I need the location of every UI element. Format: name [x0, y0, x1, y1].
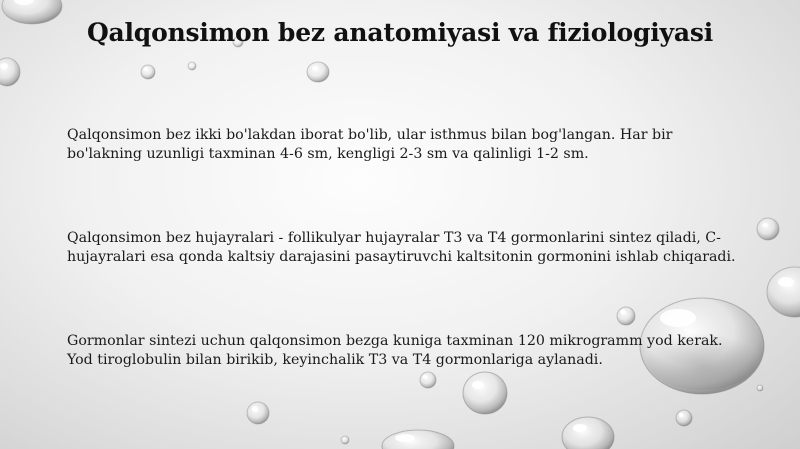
- paragraph-cells: Qalqonsimon bez hujayralari - follikulyar hujayralar T3 va T4 gormonlarini sintez qiladi, C-hujayralari esa qonda kaltsiy darajasini pasaytiruvchi kaltsitonin gormonini ishlab chiqaradi.: [67, 230, 736, 265]
- slide-title: Qalqonsimon bez anatomiyasi va fiziologiyasi: [86, 18, 714, 47]
- droplet: [382, 430, 454, 449]
- droplet: [767, 267, 800, 317]
- droplet: [463, 372, 507, 414]
- droplet: [617, 307, 635, 325]
- droplet: [0, 58, 20, 86]
- paragraph-anatomy: Qalqonsimon bez ikki bo'lakdan iborat bo'lib, ular isthmus bilan bog'langan. Har bir bo'lakning uzunligi taxminan 4-6 sm, kengligi 2-3 sm va qalinligi 1-2 sm.: [67, 127, 673, 162]
- droplet: [141, 65, 155, 79]
- droplet: [562, 417, 614, 449]
- droplet: [676, 410, 692, 426]
- droplet: [188, 62, 196, 70]
- droplet: [247, 402, 269, 424]
- droplet: [307, 62, 329, 82]
- droplet: [420, 372, 436, 388]
- droplet: [757, 385, 763, 391]
- paragraph-hormone-synthesis: Gormonlar sintezi uchun qalqonsimon bezga kuniga taxminan 120 mikrogramm yod kerak. Yod tiroglobulin bilan birikib, keyinchalik T3 va T4 gormonlariga aylanadi.: [67, 333, 723, 368]
- droplet: [341, 436, 349, 444]
- droplet: [757, 218, 779, 240]
